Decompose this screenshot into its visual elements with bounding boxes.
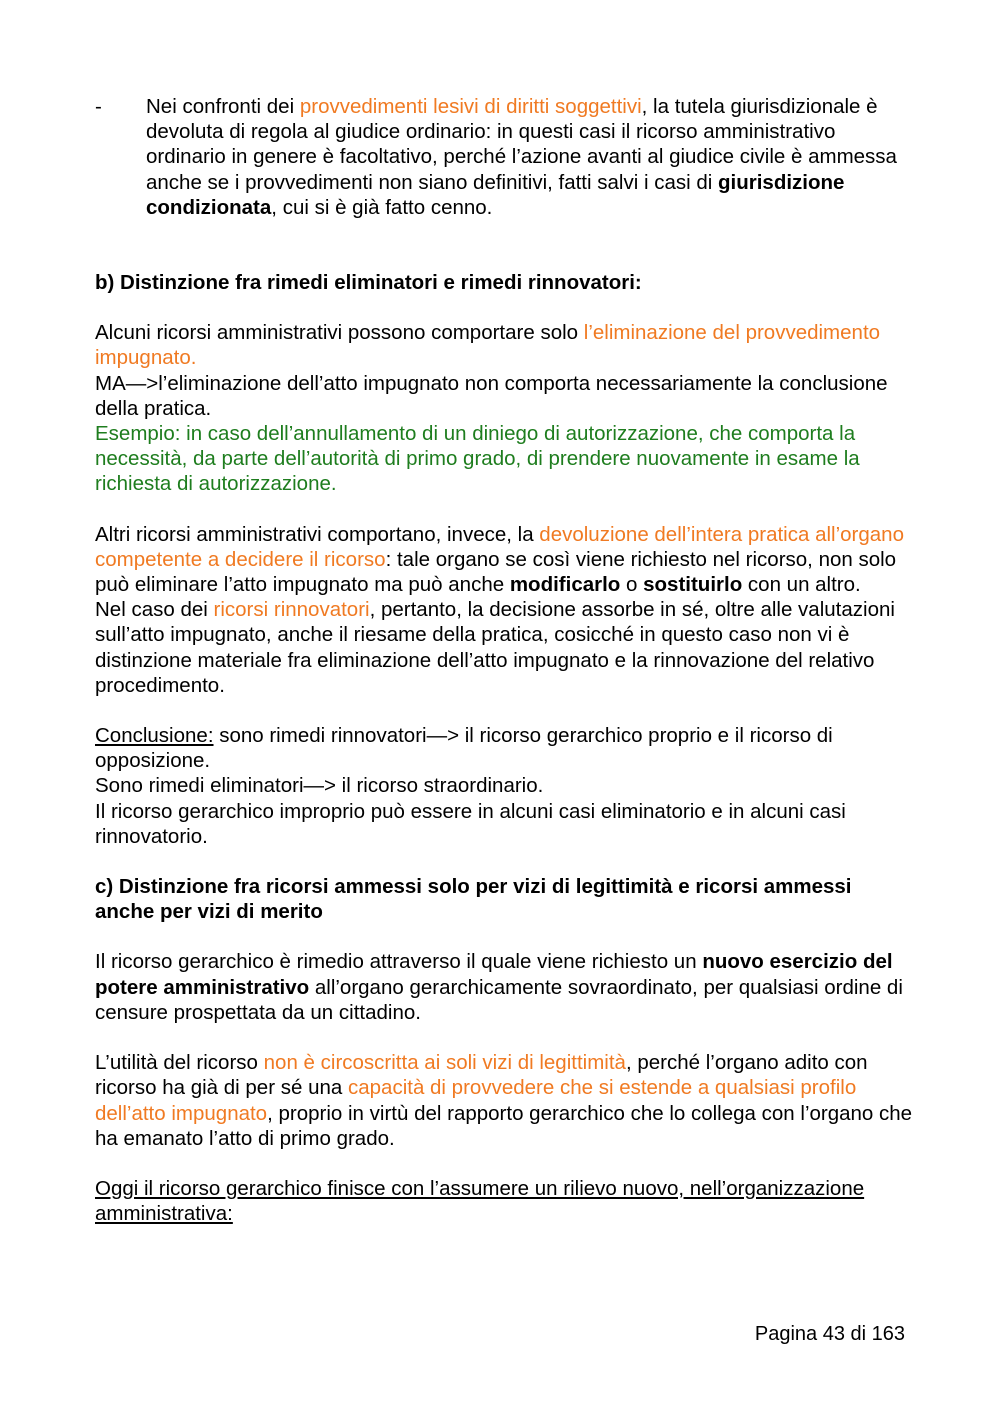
section-b-heading [95,270,915,295]
bullet-text [146,94,915,220]
text-run: Alcuni ricorsi amministrativi possono comportare solo [95,321,584,345]
text-run: Nel caso dei [95,598,214,622]
closing-underlined-paragraph: Oggi il ricorso gerarchico finisce con l’assumere un rilievo nuovo, nell’organizzazione amministrativa: [95,1176,865,1226]
text-run: L’utilità del ricorso [95,1051,264,1075]
text-run: all’organo gerarchicamente sovraordinato, per qualsiasi ordine di censure prospettata da un cittadino. [95,975,903,1024]
bold-text: modificarlo [509,573,621,597]
example-paragraph: Esempio: in caso dell’annullamento di un diniego di autorizzazione, che comporta la necessità, da parte dell’autorità di primo grado, di prendere nuovamente in esame la richiesta di autorizzazione. [95,422,860,496]
text-run: , perché l’organo adito con ricorso ha già di per sé una [95,1051,868,1100]
text-run: con un altro. [742,573,861,597]
section-c-heading [95,874,915,924]
paragraph-b3 [95,522,915,598]
page-number: Pagina 43 di 163 [754,1323,905,1345]
highlight-text: devoluzione dell’intera pratica all’organo competente a decidere il ricorso [95,522,904,571]
conclusion-line-3: Il ricorso gerarchico improprio può essere in alcuni casi eliminatorio e in alcuni casi rinnovatorio. [95,799,846,848]
text-run: , pertanto, la decisione assorbe in sé, oltre alle valutazioni sull’atto impugnato, anche il riesame della pratica, cosicché in questo caso non vi è distinzione materiale fra eliminazione dell’atto impugnato e la rinnovazione del relativo procedimento. [95,598,895,697]
bold-text: nuovo esercizio del potere amministrativo [95,950,893,999]
conclusion-paragraph [95,723,915,773]
text-run: , cui si è già fatto cenno. [271,195,493,219]
highlight-text: capacità di provvedere che si estende a qualsiasi profilo dell’atto impugnato [95,1076,857,1125]
text-run: Altri ricorsi amministrativi comportano, invece, la [95,522,540,546]
paragraph-b2: MA—>l’eliminazione dell’atto impugnato non comporta necessariamente la conclusione della pratica. [95,371,888,420]
text-run: o [620,573,644,597]
bold-text: sostituirlo [643,573,743,597]
bold-text: giurisdizione condizionata [146,170,845,219]
text-run: : tale organo se così viene richiesto nel ricorso, non solo può eliminare l’atto impugnato ma può anche [95,547,897,597]
bullet-paragraph [95,94,915,220]
paragraph-c2 [95,1050,915,1151]
text-run: , proprio in virtù del rapporto gerarchico che lo collega con l’organo che ha emanato l’atto di primo grado. [95,1101,913,1150]
highlight-text: ricorsi rinnovatori [213,598,370,622]
text-run: sono rimedi rinnovatori—> il ricorso gerarchico proprio e il ricorso di opposizione. [95,724,833,773]
paragraph-b1 [95,320,915,370]
paragraph-c1 [95,949,915,1025]
document-page [95,94,915,1226]
text-run: Nei confronti dei [146,95,300,118]
heading-text: b) Distinzione fra rimedi eliminatori e rimedi rinnovatori: [95,271,642,295]
highlight-text: l’eliminazione del provvedimento impugnato. [95,321,881,370]
text-run: Il ricorso gerarchico è rimedio attraverso il quale viene richiesto un [95,950,703,974]
paragraph-b4 [95,597,915,698]
highlight-text: provvedimenti lesivi di diritti soggettivi [299,95,642,118]
conclusion-label: Conclusione: [95,724,214,748]
highlight-text: non è circoscritta ai soli vizi di legittimità [263,1051,626,1075]
heading-text: c) Distinzione fra ricorsi ammessi solo per vizi di legittimità e ricorsi ammessi anche per vizi di merito [95,875,852,924]
conclusion-line-2: Sono rimedi eliminatori—> il ricorso straordinario. [95,774,544,798]
text-run: , la tutela giurisdizionale è devoluta di regola al giudice ordinario: in questi casi il ricorso amministrativo ordinario in genere è facoltativo, perché l’azione avanti al giudice civile è ammessa anche se i provvedimenti non siano definitivi, fatti salvi i casi di [146,95,897,194]
bullet-marker: - [95,95,102,118]
